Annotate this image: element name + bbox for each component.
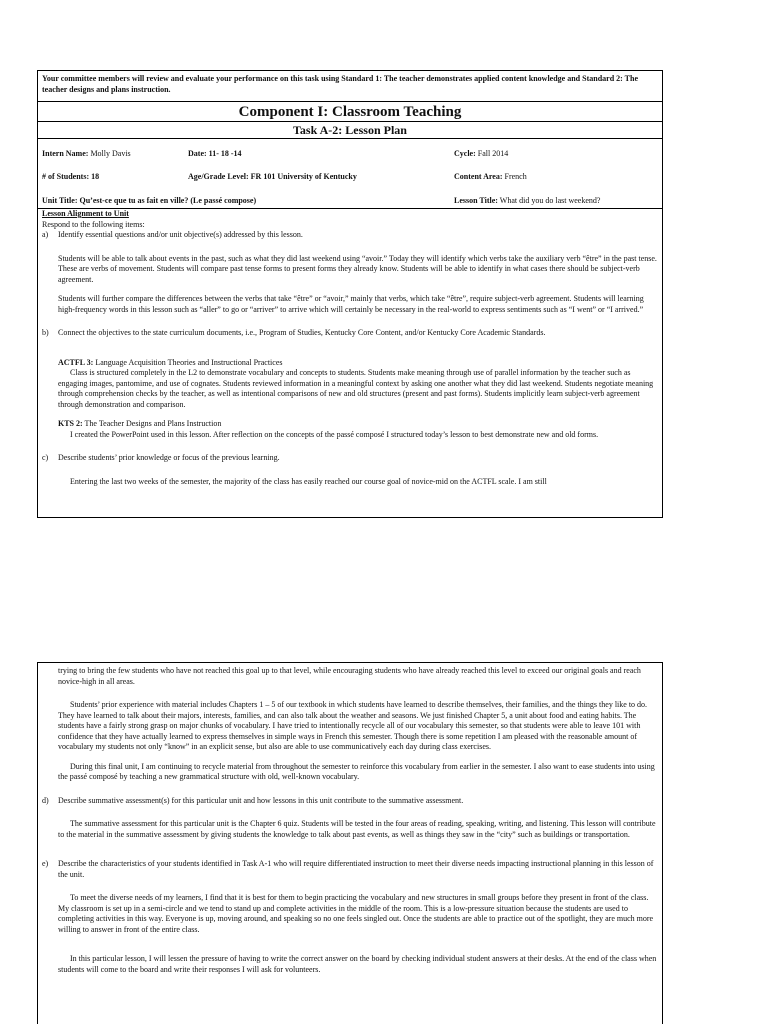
lesson-date: Date: 11- 18 -14 (188, 149, 242, 158)
component-title: Component I: Classroom Teaching (38, 102, 662, 122)
lesson-title: Lesson Title: What did you do last weekend? (454, 196, 601, 205)
item-c: c) Describe students’ prior knowledge or focus of the previous learning. (42, 453, 280, 462)
page-2-content (38, 663, 662, 975)
actfl-heading: ACTFL 3: Language Acquisition Theories and Instructional Practices (58, 357, 283, 367)
item-d-paragraph: The summative assessment for this particular unit is the Chapter 6 quiz. Students will be tested in the four areas of reading, speaking, writing, and listening. This lesson will contribute to the material in the summative assessment by giving students the knowledge to talk about past events, as well as things they saw in the “city” such as buildings or transportation. (58, 819, 656, 839)
item-d: d) Describe summative assessment(s) for this particular unit and how lessons in this unit contribute to the summative assessment. (42, 795, 464, 805)
respond-instruction: Respond to the following items: (42, 219, 145, 229)
item-c-paragraph-start: Entering the last two weeks of the semester, the majority of the class has easily reached our course goal of novice-mid on the ACTFL scale. I am still (70, 476, 547, 486)
item-c-paragraph-3: During this final unit, I am continuing to recycle material from throughout the semester to reinforce this vocabulary from earlier in the semester. I also want to ease students into using the passé composé by teaching a new grammatical structure with old, well-known vocabulary. (58, 761, 655, 781)
unit-title: Unit Title: Qu’est-ce que tu as fait en ville? (Le passé compose) (42, 196, 257, 205)
item-b: b) Connect the objectives to the state curriculum documents, i.e., Program of Studies, Kentucky Core Content, and/or Kentucky Core Academic Standards. (42, 328, 546, 337)
item-e-paragraph-1: To meet the diverse needs of my learners, I find that it is best for them to begin practicing the vocabulary and new structures in small groups before they present in front of the class. My classroom is set up in a semi-circle and we tend to stand up and complete activities in the middle of the room. This is a low-pressure situation because the students are used to completing activities in this way. Everyone is up, moving around, and speaking so no one feels singled out. Once the students are able to practice out of the spotlight, they are much more willing to answer in front of the entire class. (58, 893, 654, 934)
evaluation-notice: Your committee members will review and evaluate your performance on this task using Standard 1: The teacher demonstrates applied content knowledge and Standard 2: The teacher designs and plans instruction. (38, 71, 662, 102)
lesson-plan-page-1 (37, 70, 663, 518)
intern-name: Intern Name: Molly Davis (42, 149, 131, 158)
content-area: Content Area: French (454, 172, 527, 181)
item-c-paragraph-2: Students’ prior experience with material includes Chapters 1 – 5 of our textbook in which students have learned to describe themselves, their families, and the things they like to do. They have learned to talk about their majors, interests, families, and can also talk about the weather and seasons. We just finished Chapter 5, a unit about food and eating habits. The students have a fairly strong grasp on major chunks of vocabulary. I have tried to intentionally recycle all of our vocabulary this semester, so that students were able to leave 101 with confidence that they have actually learned to express themselves in simple ways in French this semester. Though there is some repetition I am pleased with the reasonable amount of vocabulary my students not only “know” in an explicit sense, but also are able to use communicatively each day during class exercises. (58, 700, 648, 751)
lesson-alignment-section (38, 208, 662, 487)
kts-paragraph: I created the PowerPoint used in this lesson. After reflection on the concepts of the passé composé I structured today’s lesson to best demonstrate new and old forms. (70, 429, 599, 439)
actfl-paragraph: Class is structured completely in the L2 to demonstrate vocabulary and concepts to students. Students make meaning through use of parallel information by the teacher such as engaging images, pantomime, and use of cognates. Students reviewed information in a meaningful context by asking one another what they did last weekend. Students negotiate meaning through comprehension checks by the teacher, as well as intentional comparisons of new and old structures (present and past forms). Students implicitly learn subject-verb agreement through demonstration and comparison. (58, 368, 654, 409)
number-of-students: # of Students: 18 (42, 172, 100, 181)
item-c-paragraph-continued: trying to bring the few students who have not reached this goal up to that level, while encouraging students who have already reached this level to exceed our original goals and reach novice-high in all areas. (58, 666, 641, 686)
item-a: a) Identify essential questions and/or unit objective(s) addressed by this lesson. (42, 230, 303, 239)
lesson-plan-page-2 (37, 662, 663, 1024)
lesson-alignment-header: Lesson Alignment to Unit (42, 209, 129, 218)
item-e-paragraph-2: In this particular lesson, I will lessen the pressure of having to write the correct answer on the board by checking individual student answers at their desks. At the end of the class when students will come to the board and write their responses I will ask for volunteers. (58, 954, 657, 974)
task-title: Task A-2: Lesson Plan (38, 122, 662, 139)
item-a-paragraph-2: Students will further compare the differences between the verbs that take “être” or “avoir,” mainly that verbs, which take “être”, require subject-verb agreement. Students will learning high-frequency words in this lesson such as “aller” to go or “arriver” to arrive which will certainly be necessary in the real-world to express sentiments such as “I went” or “I arrived.” (58, 294, 644, 314)
cycle: Cycle: Fall 2014 (454, 149, 509, 158)
grade-level: Age/Grade Level: FR 101 University of Kentucky (188, 172, 357, 181)
kts-heading: KTS 2: The Teacher Designs and Plans Instruction (58, 419, 222, 428)
item-a-paragraph-1: Students will be able to talk about events in the past, such as what they did last weekend using “avoir.” Today they will identify which verbs take the auxiliary verb “être” in the past tense. These are verbs of movement. Students will compare past tense forms to present forms they already know. Students will be able to identify in what cases there should be subject-verb agreement. (58, 253, 657, 284)
item-e: e) Describe the characteristics of your students identified in Task A-1 who will require differentiated instruction to meet their diverse needs impacting instructional planning in this lesson of the unit. (42, 859, 654, 879)
